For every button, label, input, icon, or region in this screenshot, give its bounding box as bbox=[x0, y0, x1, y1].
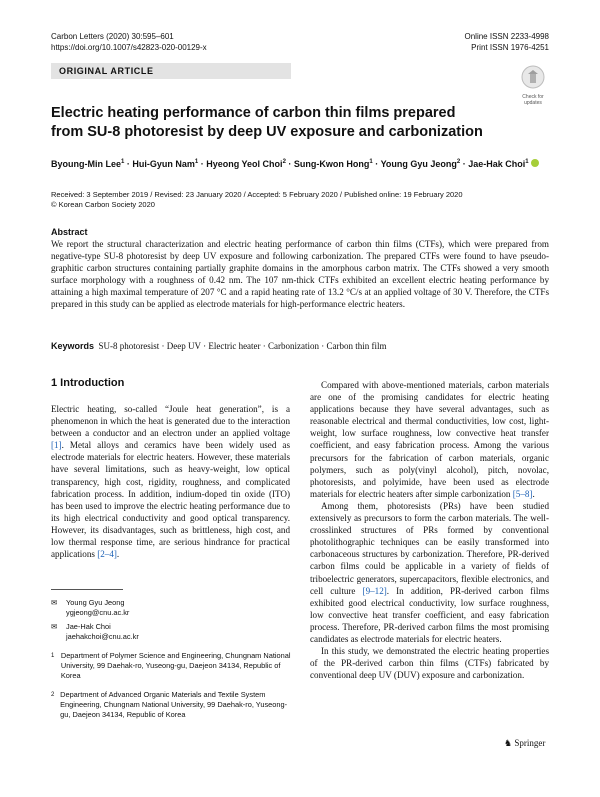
springer-horse-icon: ♞ bbox=[504, 738, 513, 748]
right-column bbox=[310, 379, 549, 681]
publisher-logo bbox=[504, 738, 545, 749]
online-issn: Online ISSN 2233-4998 bbox=[464, 32, 549, 41]
orcid-icon[interactable] bbox=[531, 159, 539, 167]
author-name: Sung-Kwon Hong bbox=[293, 159, 370, 169]
contact-entry bbox=[51, 598, 291, 618]
dates-line: Received: 3 September 2019 / Revised: 23 January 2020 / Accepted: 5 February 2020 / Published online: 19 February 2020 bbox=[51, 190, 463, 199]
footnote-divider bbox=[51, 589, 123, 590]
publisher-name: Springer bbox=[514, 738, 546, 748]
author-name: Jae-Hak Choi bbox=[468, 159, 526, 169]
paper-title: Electric heating performance of carbon thin films prepared from SU-8 photoresist by deep UV exposure and carbonization bbox=[51, 105, 483, 140]
author-name: Young Gyu Jeong bbox=[380, 159, 457, 169]
section-heading-introduction: 1 Introduction bbox=[51, 377, 125, 389]
reference-link[interactable]: [1] bbox=[51, 440, 62, 451]
abstract-text: We report the structural characterization and electric heating performance of carbon thin films (CTFs), which were prepared from negative-type SU-8 photoresist by deep UV exposure and following carbonization. The prepared CTFs were found to have pseudo-graphitic carbon structures containing partially graphite domains in the amorphous carbon matrix. The CTFs showed a very smooth surface morphology with a roughness of 0.42 nm. The 107 nm-thick CTFs exhibited an excellent electric heating performance by attaining a high maximal temperature of 207 °C and a rapid heating rate of 13.2 °C/s at an applied voltage of 30 V. Therefore, the CTFs prepared in this study can be applied as electrode materials for high-performance electric heaters. bbox=[51, 239, 549, 310]
paragraph: Compared with above-mentioned materials, carbon materials are one of the promising candidates for electric heating applications because they have several advantages, such as reasonable electrical and thermal conductivities, low cost, light-weight, low surface roughness, low convective heat transfer coefficient, and easy fabrication process. Among the various precursors for the fabrication of carbon materials, organic polymers, such as poly(vinyl alcohol), pitch, novolac, photoresists, and polyimide, have been used as electrode materials for electric heaters after simple carbonization [5–8]. bbox=[310, 380, 549, 499]
author-name: Hyeong Yeol Choi bbox=[206, 159, 283, 169]
article-type-bar: ORIGINAL ARTICLE bbox=[51, 63, 291, 79]
contact-email[interactable]: ygjeong@cnu.ac.kr bbox=[66, 608, 130, 617]
affiliation-entry bbox=[51, 690, 291, 720]
envelope-icon: ✉ bbox=[51, 622, 58, 631]
journal-citation bbox=[51, 31, 207, 53]
author-name: Byoung-Min Lee bbox=[51, 159, 121, 169]
paragraph: In this study, we demonstrated the electric heating properties of the PR-derived carbon thin films (CTFs) fabricated by conventional deep UV (DUV) exposure and carbonization. bbox=[310, 646, 549, 681]
doi-link[interactable]: https://doi.org/10.1007/s42823-020-00129-x bbox=[51, 43, 207, 52]
paragraph: Among them, photoresists (PRs) have been studied extensively as precursors to form the carbon materials. The well-crosslinked structures of PRs formed by conventional photolithographic techniques can be easily transformed into carbonaceous structures by carbonization. Therefore, PR-derived carbon films could be applicable in a variety of fields of triboelectric generators, supercapacitors, flexible electronics, and cell culture [9–12]. In addition, PR-derived carbon films exhibited good electrical conductivity, low surface roughness, low convective heat transfer coefficient, and easy fabrication process. Therefore, PR-derived carbon films the most promising candidates as electrode materials for electric heaters. bbox=[310, 500, 549, 644]
copyright-line: © Korean Carbon Society 2020 bbox=[51, 200, 155, 209]
issn-block bbox=[465, 31, 550, 53]
author-list: Byoung-Min Lee$^1$ · Hui-Gyun Nam$^1$ · Hyeong Yeol Choi$^2$ · Sung-Kwon Hong$^1$ · Young Gyu Jeong$^2$ · Jae-Hak Choi$^1$ bbox=[51, 156, 551, 170]
journal-name: Carbon Letters (2020) 30:595–601 bbox=[51, 32, 174, 41]
contact-name: Jae-Hak Choi bbox=[66, 622, 111, 631]
abstract-heading: Abstract bbox=[51, 227, 88, 237]
keywords-text: SU-8 photoresist · Deep UV · Electric heater · Carbonization · Carbon thin film bbox=[98, 341, 387, 351]
affiliation-number: 1 bbox=[51, 653, 55, 659]
reference-link[interactable]: [2–4] bbox=[97, 549, 117, 560]
affiliation-text: Department of Polymer Science and Engineering, Chungnam National University, 99 Daehak-ro, Yuseong-gu, Daejeon 34134, Republic of Korea bbox=[60, 651, 291, 680]
contact-entry bbox=[51, 622, 291, 642]
print-issn: Print ISSN 1976-4251 bbox=[471, 43, 549, 52]
check-updates-icon bbox=[521, 65, 545, 89]
publication-history bbox=[51, 190, 551, 210]
author-name: Hui-Gyun Nam bbox=[132, 159, 195, 169]
affiliation-text: Department of Advanced Organic Materials and Textile System Engineering, Chungnam National University, 99 Daehak-ro, Yuseong-gu, Daejeon 34134, Republic of Korea bbox=[60, 690, 288, 719]
left-column bbox=[51, 403, 290, 560]
envelope-icon: ✉ bbox=[51, 598, 58, 607]
check-for-updates-badge[interactable] bbox=[516, 65, 550, 106]
affiliation-number: 2 bbox=[51, 692, 55, 698]
contact-name: Young Gyu Jeong bbox=[66, 598, 125, 607]
contact-email[interactable]: jaehakchoi@cnu.ac.kr bbox=[66, 632, 139, 641]
affiliation-entry bbox=[51, 651, 291, 681]
paragraph: Electric heating, so-called “Joule heat generation”, is a phenomenon in which the heat is generated due to the interaction between a conductor and an electron under an applied voltage [1]. Metal alloys and ceramics have been widely used as electrode materials for electric heaters. However, these materials have several limitations, such as heavy-weight, low optical transparency, high cost, rigidity, roughness, and complicated fabrication process. In addition, indium-doped tin oxide (ITO) has been used to improve the electric heating performance due to its high electrical conductivity and good optical transparency. However, its disadvantages, such as brittleness, high cost, and low thermal response time, are serious hindrance for practical applications [2–4]. bbox=[51, 404, 290, 560]
reference-link[interactable]: [5–8] bbox=[512, 488, 533, 499]
keywords-label: Keywords bbox=[51, 341, 95, 351]
footnotes bbox=[51, 598, 291, 720]
keywords-line bbox=[51, 340, 549, 352]
reference-link[interactable]: [9–12] bbox=[362, 585, 387, 596]
check-updates-label: Check for updates bbox=[522, 94, 544, 106]
